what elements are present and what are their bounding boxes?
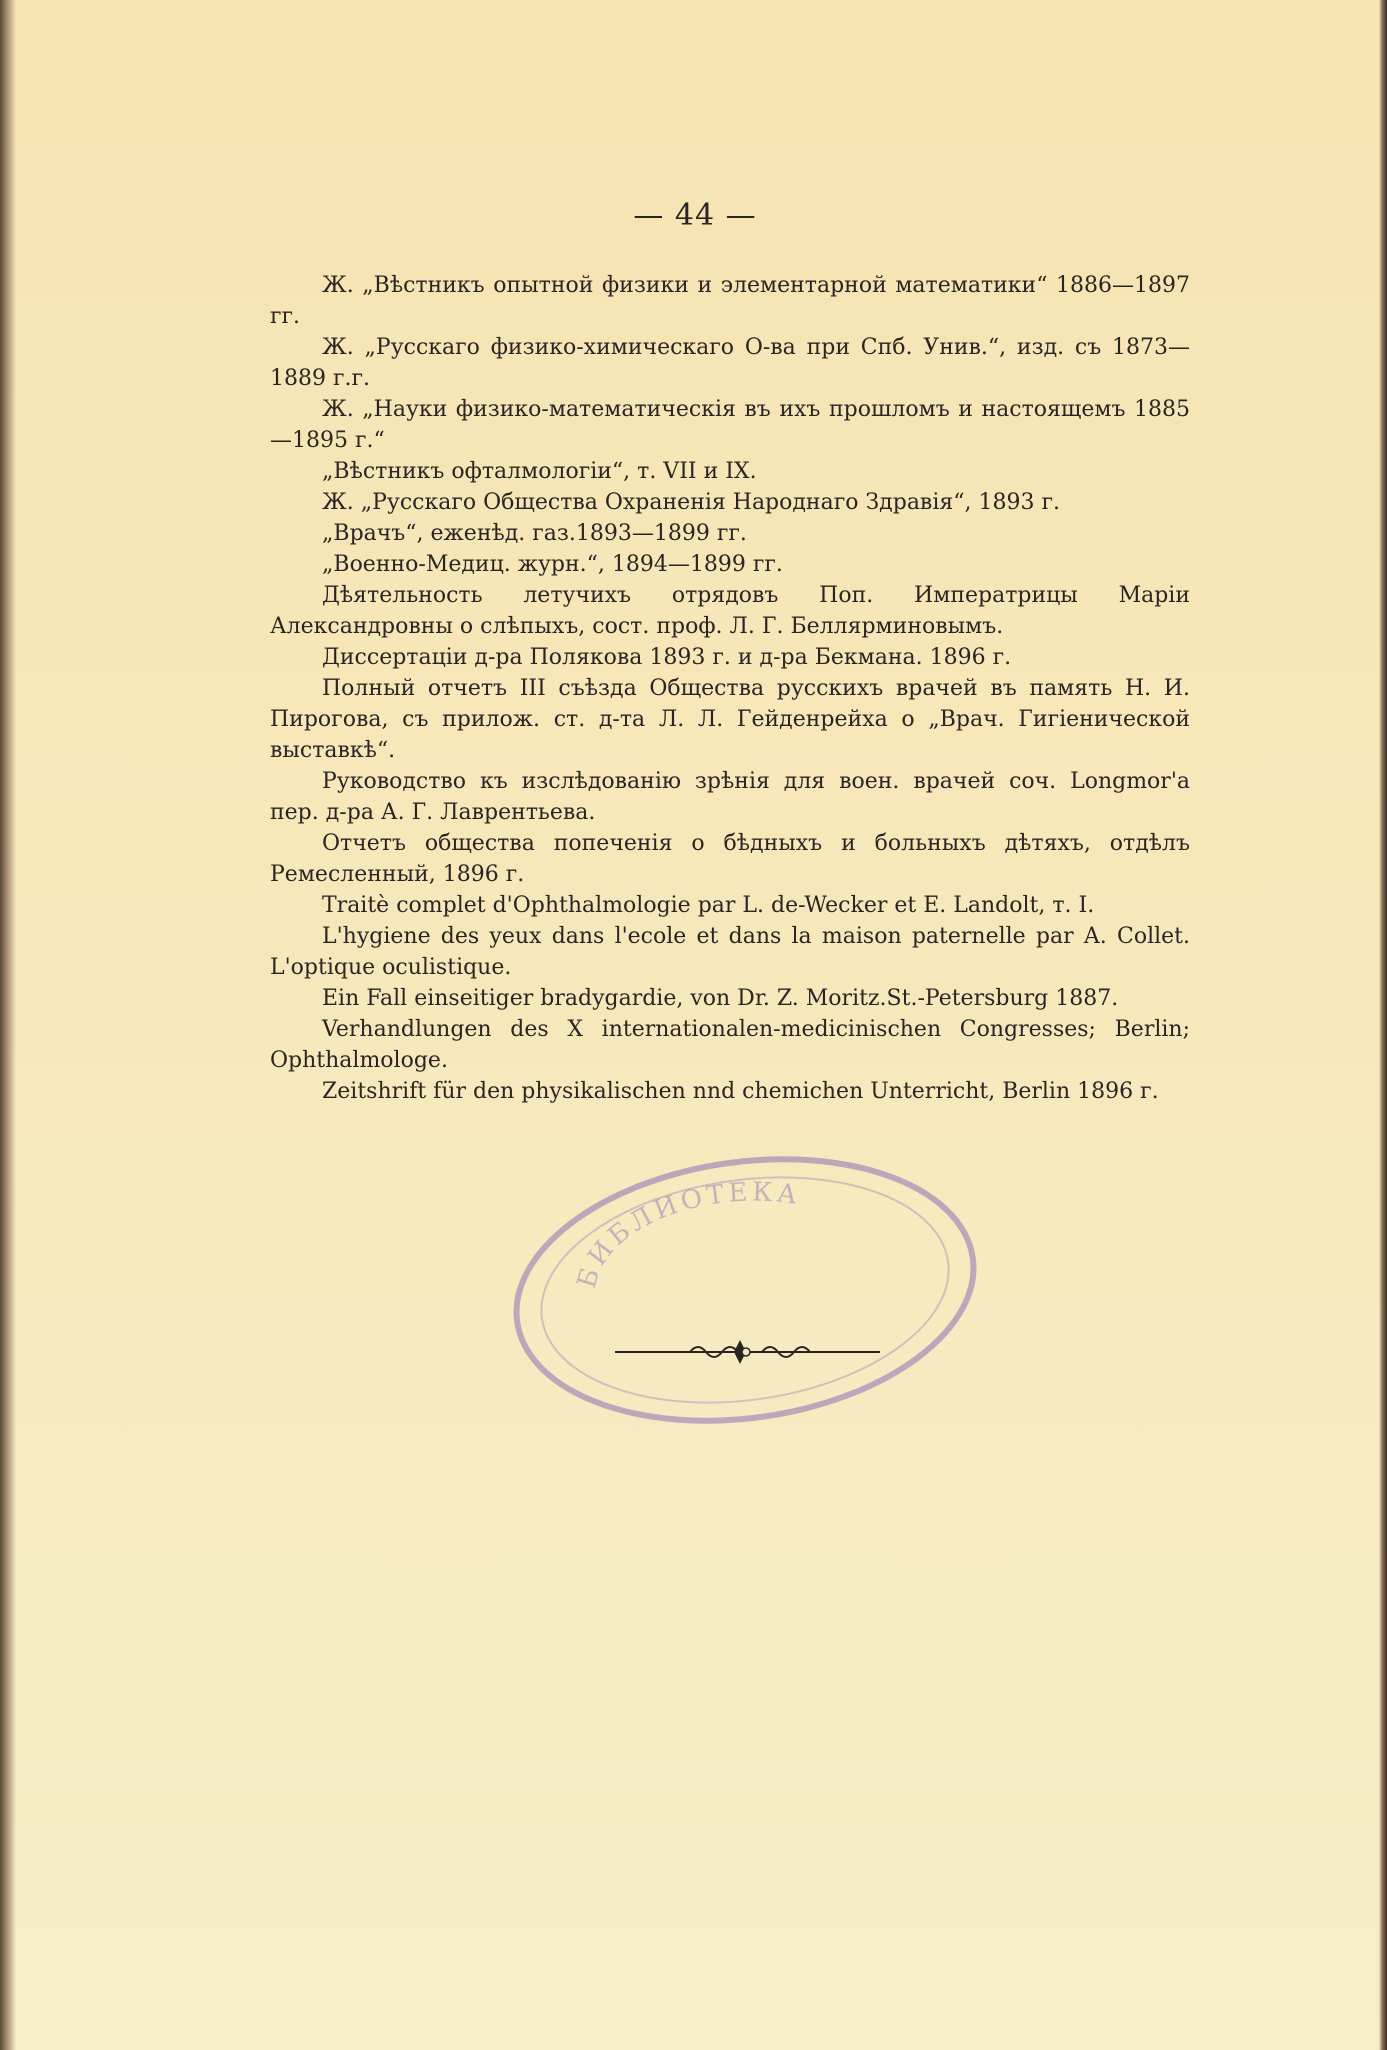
page-right-edge [1379,0,1387,2050]
bibliography-entry: Руководство къ изслѣдованію зрѣнія для воен. врачей соч. Longmor'a пер. д-ра А. Г. Лаврентьева. [270,769,1190,825]
bibliography-entry: Диссертаціи д-ра Полякова 1893 г. и д-ра Бекмана. 1896 г. [322,645,1012,670]
bibliography-entry: „Военно-Медиц. журн.“, 1894—1899 гг. [322,552,783,577]
bibliography-entry: Ein Fall einseitiger bradygardie, von Dr. Z. Moritz.St.-Petersburg 1887. [322,986,1119,1011]
page-binding-shadow [0,0,16,2050]
page-number: — 44 — [633,198,757,233]
bibliography-entry: Отчетъ общества попеченія о бѣдныхъ и больныхъ дѣтяхъ, отдѣлъ Ремесленный, 1896 г. [270,831,1190,887]
bibliography-entry: Ж. „Науки физико-математическія въ ихъ прошломъ и настоящемъ 1885—1895 г.“ [270,397,1190,453]
bibliography-entry: Verhandlungen des X internationalen-medicinischen Congresses; Berlin; Ophthalmologe. [270,1017,1190,1073]
stamp-text: БИБЛИОТЕКА [571,1177,803,1292]
ornamental-rule [615,1340,880,1364]
bibliography-entry: „Врачъ“, еженѣд. газ.1893—1899 гг. [322,521,747,546]
bibliography-entry: L'hygiene des yeux dans l'ecole et dans la maison paternelle par A. Collet. L'optique oculistique. [270,924,1190,980]
bibliography-entry: Ж. „Русскаго физико-химическаго О-ва при Спб. Унив.“, изд. съ 1873—1889 г.г. [270,335,1190,391]
bibliography-entry: Ж. „Вѣстникъ опытной физики и элементарной математики“ 1886—1897 гг. [270,273,1190,329]
bibliography-entry: Traitè complet d'Ophthalmologie par L. de-Wecker et E. Landolt, т. I. [322,893,1095,918]
bibliography-entry: Zeitshrift für den physikalischen nnd chemichen Unterricht, Berlin 1896 г. [322,1079,1159,1104]
bibliography-entry: „Вѣстникъ офталмологіи“, т. VII и IX. [322,459,757,484]
bibliography-list [270,270,1190,1107]
bibliography-entry: Ж. „Русскаго Общества Охраненія Народнаго Здравія“, 1893 г. [322,490,1060,515]
bibliography-entry: Полный отчетъ III съѣзда Общества русскихъ врачей въ память Н. И. Пирогова, съ прилож. ст. д-та Л. Л. Гейденрейха о „Врач. Гигіенической выставкѣ“. [270,676,1190,763]
bibliography-entry: Дѣятельность летучихъ отрядовъ Поп. Императрицы Маріи Александровны о слѣпыхъ, сост. проф. Л. Г. Беллярминовымъ. [270,583,1190,639]
library-stamp [500,1140,990,1440]
